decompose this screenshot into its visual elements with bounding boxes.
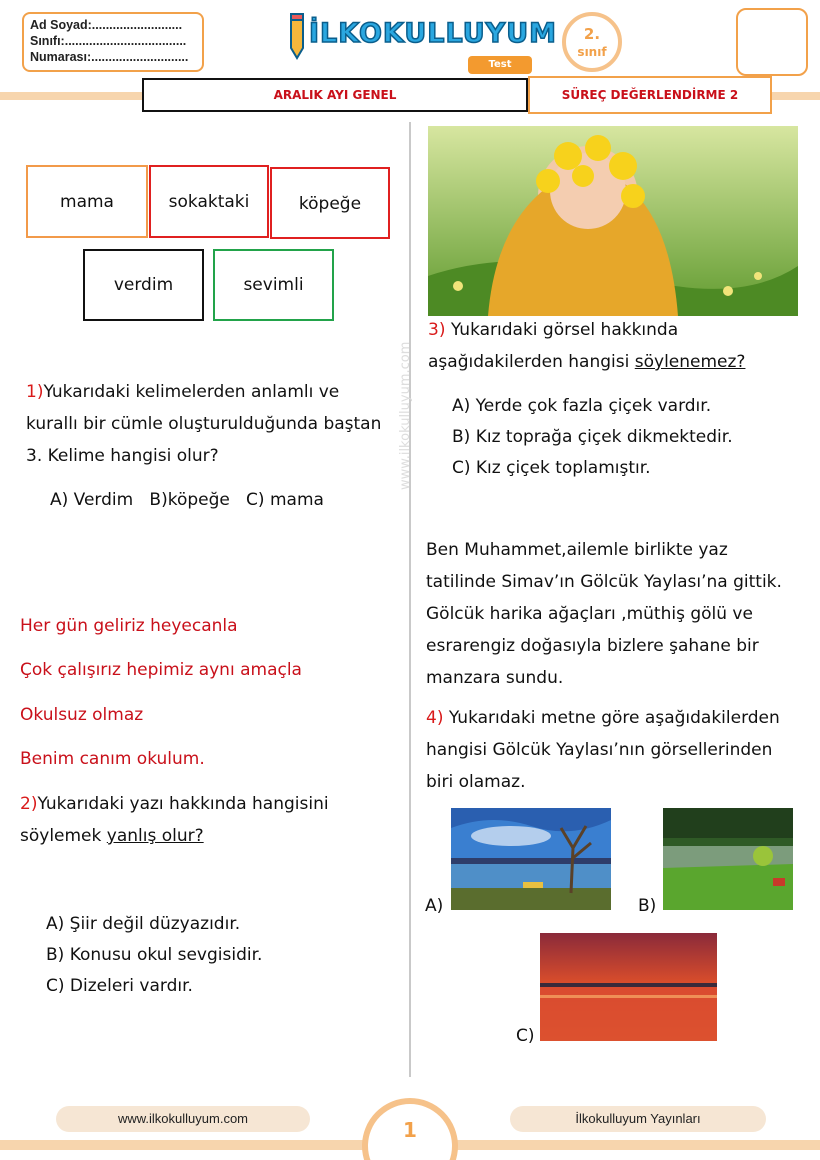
- question-3-option[interactable]: A) Yerde çok fazla çiçek vardır.: [452, 396, 712, 416]
- passage-line: Ben Muhammet,ailemle birlikte yaz: [426, 540, 728, 560]
- question-text: söylemek: [20, 826, 107, 846]
- reading-passage: [426, 534, 818, 694]
- question-3-option[interactable]: B) Kız toprağa çiçek dikmektedir.: [452, 427, 733, 447]
- grade-number: 2.: [583, 25, 601, 43]
- passage-line: manzara sundu.: [426, 668, 564, 688]
- question-text: hangisi Gölcük Yaylası’nın görsellerinden: [426, 740, 773, 760]
- question-number: 3): [428, 320, 446, 340]
- title-left: ARALIK AYI GENEL: [142, 78, 528, 112]
- lake-meadow-image[interactable]: [663, 808, 793, 910]
- class-field: Sınıfı:...................................: [30, 34, 187, 48]
- question-3: [428, 314, 813, 378]
- page-number: 1: [362, 1098, 458, 1160]
- grade-label: sınıf: [577, 45, 607, 59]
- question-text: kurallı bir cümle oluşturulduğunda baştan: [26, 414, 382, 434]
- question-1: [26, 376, 406, 472]
- title-right: SÜREÇ DEĞERLENDİRME 2: [528, 76, 772, 114]
- word-box: sevimli: [213, 249, 334, 321]
- question-2-option[interactable]: A) Şiir değil düzyazıdır.: [46, 914, 241, 934]
- question-number: 4): [426, 708, 444, 728]
- student-info-box: [22, 12, 204, 72]
- sunset-sea-image[interactable]: [540, 933, 717, 1041]
- lake-tree-image[interactable]: [451, 808, 611, 910]
- question-text: aşağıdakilerden hangisi: [428, 352, 635, 372]
- passage-line: tatilinde Simav’ın Gölcük Yaylası’na gittik.: [426, 572, 782, 592]
- logo: [285, 12, 557, 62]
- question-4: [426, 702, 818, 798]
- question-text: Yukarıdaki yazı hakkında hangisini: [37, 794, 329, 814]
- question-text: biri olamaz.: [426, 772, 526, 792]
- passage-line: Gölcük harika ağaçları ,müthiş gölü ve: [426, 604, 753, 624]
- pencil-icon: [285, 12, 309, 60]
- test-badge: Test: [468, 56, 532, 74]
- footer-publisher: İlkokulluyum Yayınları: [510, 1106, 766, 1132]
- option-label-c[interactable]: C): [516, 1026, 535, 1046]
- question-1-options[interactable]: A) Verdim B)köpeğe C) mama: [50, 490, 324, 510]
- passage-line: esrarengiz doğasıyla bizlere şahane bir: [426, 636, 759, 656]
- name-field: Ad Soyad:..........................: [30, 18, 183, 32]
- question-text: 3. Kelime hangisi olur?: [26, 446, 219, 466]
- question-2-option[interactable]: C) Dizeleri vardır.: [46, 976, 193, 996]
- watermark: www.ilkokulluyum.com: [398, 341, 413, 490]
- poem-line: Benim canım okulum.: [20, 749, 205, 769]
- grade-badge: [562, 12, 622, 72]
- question-emphasis: yanlış olur?: [106, 826, 204, 846]
- question-number: 2): [20, 794, 38, 814]
- word-box: sokaktaki: [149, 165, 269, 238]
- number-field: Numarası:............................: [30, 50, 189, 64]
- question-text: Yukarıdaki görsel hakkında: [445, 320, 679, 340]
- poem-line: Okulsuz olmaz: [20, 705, 144, 725]
- word-box: mama: [26, 165, 148, 238]
- question-text: Yukarıdaki metne göre aşağıdakilerden: [443, 708, 780, 728]
- word-box: verdim: [83, 249, 204, 321]
- logo-text: İLKOKULLUYUM: [309, 18, 557, 49]
- word-box: köpeğe: [270, 167, 390, 239]
- question-3-option[interactable]: C) Kız çiçek toplamıştır.: [452, 458, 651, 478]
- column-divider: [409, 122, 411, 1077]
- question-2-option[interactable]: B) Konusu okul sevgisidir.: [46, 945, 263, 965]
- girl-with-flowers-image: [428, 126, 798, 316]
- score-box: [736, 8, 808, 76]
- question-2: [20, 788, 405, 852]
- poem-line: Her gün geliriz heyecanla: [20, 616, 238, 636]
- question-emphasis: söylenemez?: [634, 352, 746, 372]
- footer-website: www.ilkokulluyum.com: [56, 1106, 310, 1132]
- question-text: Yukarıdaki kelimelerden anlamlı ve: [43, 382, 340, 402]
- question-number: 1): [26, 382, 44, 402]
- option-label-a[interactable]: A): [425, 896, 444, 916]
- option-label-b[interactable]: B): [638, 896, 657, 916]
- poem-line: Çok çalışırız hepimiz aynı amaçla: [20, 660, 302, 680]
